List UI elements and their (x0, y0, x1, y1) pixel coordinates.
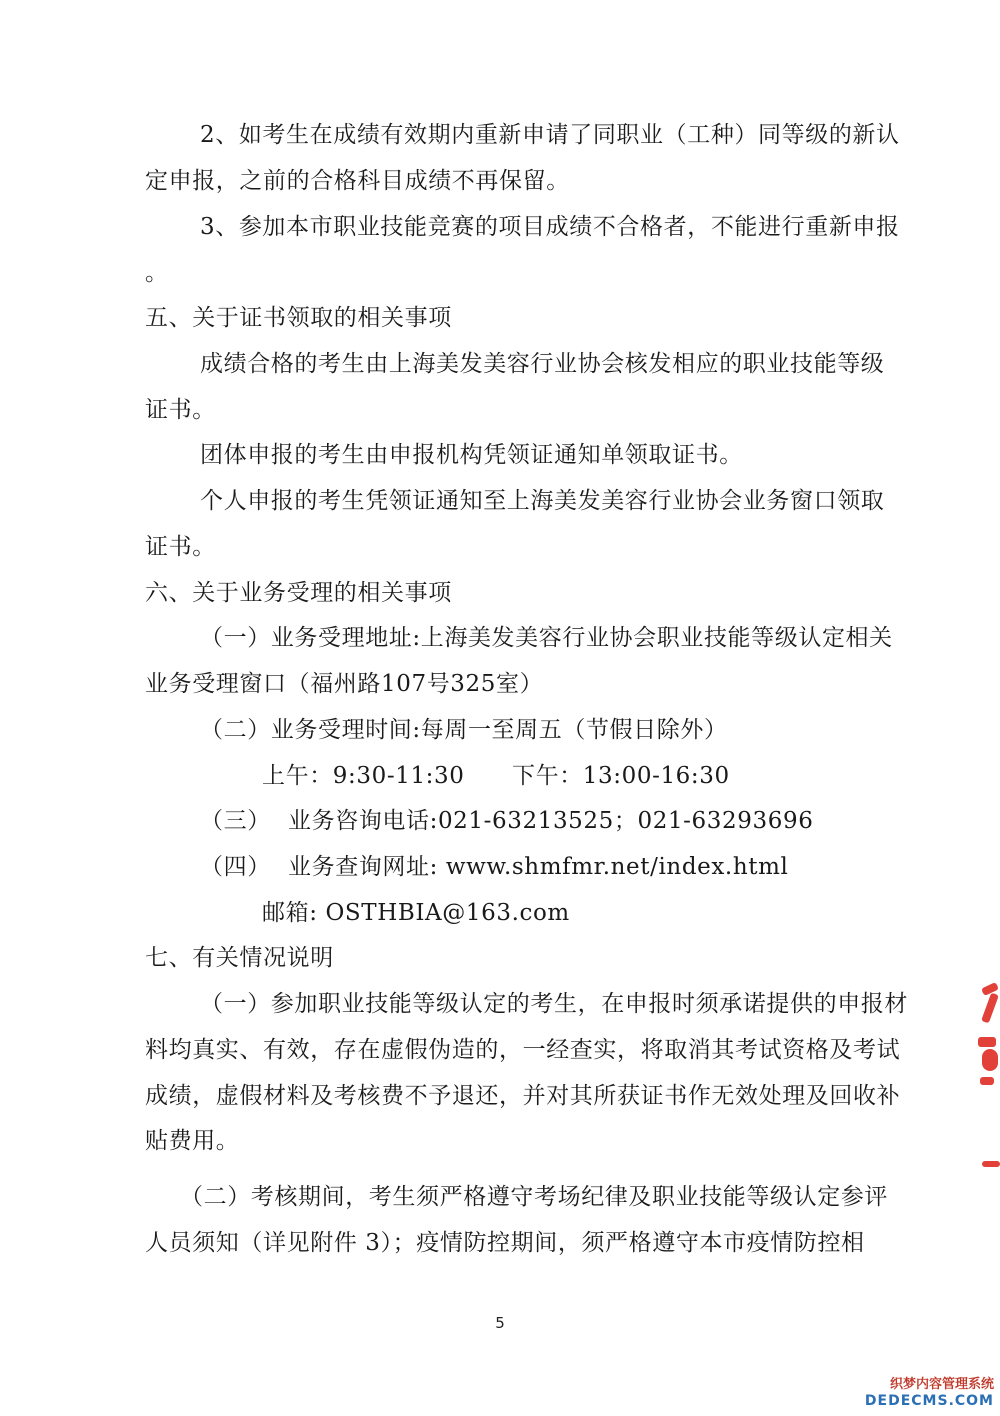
text-line: 贴费用。 (145, 1128, 240, 1154)
text-line: 。 (145, 260, 169, 286)
text-line: 成绩，虚假材料及考核费不予退还，并对其所获证书作无效处理及回收补 (145, 1083, 901, 1109)
phone-line: 业务咨询电话:021-63213525；021-63293696 (288, 808, 814, 834)
text-line: 料均真实、有效，存在虚假伪造的，一经查实，将取消其考试资格及考试 (145, 1037, 901, 1063)
list-marker: （四） (200, 854, 271, 880)
text-line: 证书。 (145, 534, 216, 560)
text-line: （一）业务受理地址:上海美发美容行业协会职业技能等级认定相关 (200, 625, 893, 651)
section-heading: 七、有关情况说明 (145, 945, 334, 971)
text-line: 团体申报的考生由申报机构凭领证通知单领取证书。 (200, 442, 743, 468)
text-line: 业务受理窗口（福州路107号325室） (145, 671, 544, 697)
text-line: 3、参加本市职业技能竞赛的项目成绩不合格者，不能进行重新申报 (200, 214, 900, 240)
watermark-cn: 织梦内容管理系统 (889, 1377, 994, 1392)
website-line: 业务查询网址: www.shmfmr.net/index.html (288, 854, 789, 880)
email-line: 邮箱: OSTHBIA@163.com (262, 900, 570, 926)
section-heading: 五、关于证书领取的相关事项 (145, 305, 452, 331)
text-line: （二）业务受理时间:每周一至周五（节假日除外） (200, 717, 728, 743)
watermark-logo (865, 1376, 994, 1410)
hours-afternoon: 下午：13:00-16:30 (512, 763, 730, 789)
text-line: 个人申报的考生凭领证通知至上海美发美容行业协会业务窗口领取 (200, 488, 885, 514)
text-line: 定申报，之前的合格科目成绩不再保留。 (145, 168, 570, 194)
text-line: 2、如考生在成绩有效期内重新申请了同职业（工种）同等级的新认 (200, 122, 900, 148)
text-line: （一）参加职业技能等级认定的考生，在申报时须承诺提供的申报材 (200, 991, 908, 1017)
text-line: 证书。 (145, 397, 216, 423)
watermark-en: DEDECMS.COM (864, 1393, 994, 1409)
red-seal-stamp (976, 985, 1000, 1170)
text-line: （二）考核期间，考生须严格遵守考场纪律及职业技能等级认定参评 (180, 1184, 888, 1210)
text-line: 成绩合格的考生由上海美发美容行业协会核发相应的职业技能等级 (200, 351, 885, 377)
text-line: 人员须知（详见附件 3）；疫情防控期间，须严格遵守本市疫情防控相 (145, 1230, 865, 1256)
section-heading: 六、关于业务受理的相关事项 (145, 580, 452, 606)
hours-morning: 上午：9:30-11:30 (262, 763, 465, 789)
page-number: 5 (495, 1314, 505, 1332)
list-marker: （三） (200, 808, 271, 834)
